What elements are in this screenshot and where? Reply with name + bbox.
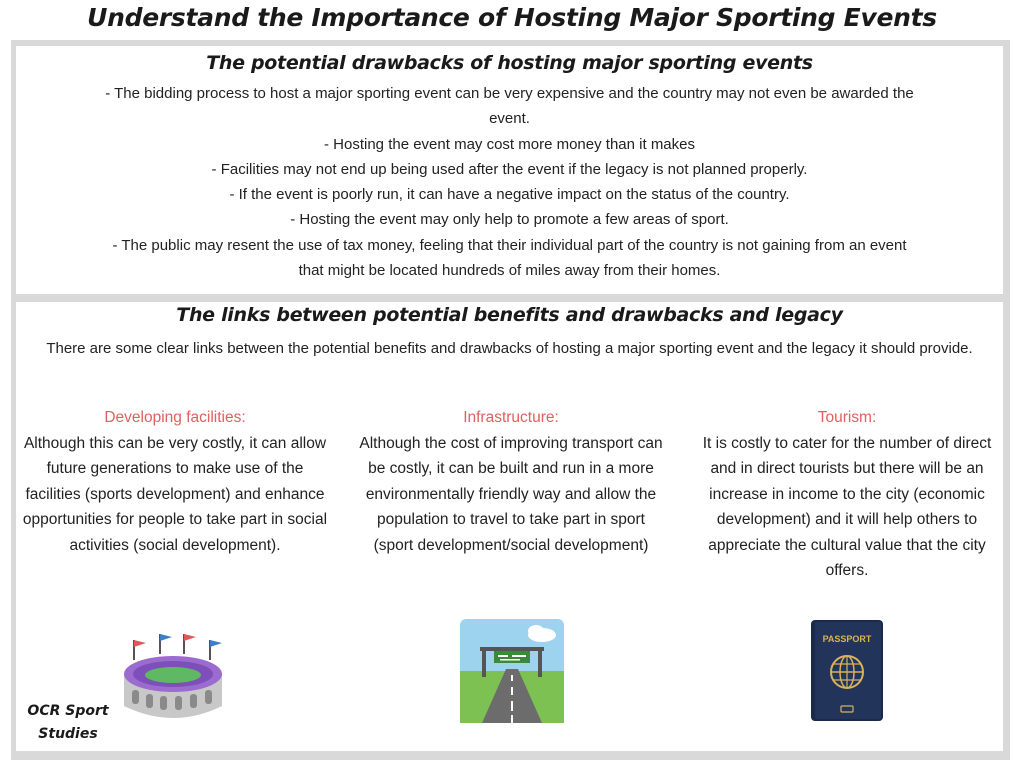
drawback-line: - If the event is poorly run, it can have a negative impact on the status of the country.	[229, 186, 790, 204]
column-text: It is costly to cater for the number of direct and in direct tourists but there will be an increase in income to the city (economic development) and it will help others to appreciate the cultural value that the city offers.	[702, 434, 992, 579]
stadium-icon	[120, 630, 226, 724]
links-intro: There are some clear links between the potential benefits and drawbacks of hosting a major sporting event and the legacy it should provide.	[46, 340, 973, 357]
column-text: Although this can be very costly, it can allow future generations to make use of the facilities (sports development) and enhance opportunities for people to take part in social activities (social development).	[22, 434, 328, 554]
column-title: Infrastructure:	[463, 409, 559, 426]
brand-line: OCR Sport	[27, 703, 109, 719]
column-tourism	[692, 405, 1002, 584]
drawback-line: - Facilities may not end up being used after the event if the legacy is not planned properly.	[211, 160, 808, 178]
drawback-line: that might be located hundreds of miles away from their homes.	[298, 262, 721, 280]
road-icon	[460, 619, 564, 723]
column-infrastructure	[356, 405, 666, 558]
passport-icon	[809, 620, 885, 722]
brand-logo	[16, 700, 120, 746]
column-text: Although the cost of improving transport can be costly, it can be built and run in a more environmentally friendly way and allow the population to travel to take part in sport (sport development/social development)	[359, 434, 663, 554]
drawbacks-heading: The potential drawbacks of hosting major sporting events	[206, 52, 813, 74]
links-heading: The links between potential benefits and drawbacks and legacy	[176, 304, 843, 326]
brand-line: Studies	[38, 726, 98, 742]
drawback-line: - The public may resent the use of tax money, feeling that their individual part of the country is not gaining from an event	[112, 236, 907, 254]
column-title: Developing facilities:	[104, 409, 246, 426]
drawback-line: - Hosting the event may only help to promote a few areas of sport.	[290, 211, 729, 229]
drawback-line: event.	[489, 110, 530, 128]
drawback-line: - Hosting the event may cost more money than it makes	[324, 135, 695, 153]
column-title: Tourism:	[817, 409, 877, 426]
passport-label: PASSPORT	[822, 634, 872, 644]
drawback-line: - The bidding process to host a major sporting event can be very expensive and the country may not even be awarded the	[105, 85, 914, 102]
column-developing-facilities	[20, 405, 330, 558]
drawbacks-panel	[16, 46, 1003, 294]
page-title: Understand the Importance of Hosting Major Sporting Events	[87, 3, 937, 32]
drawbacks-list	[22, 81, 997, 283]
